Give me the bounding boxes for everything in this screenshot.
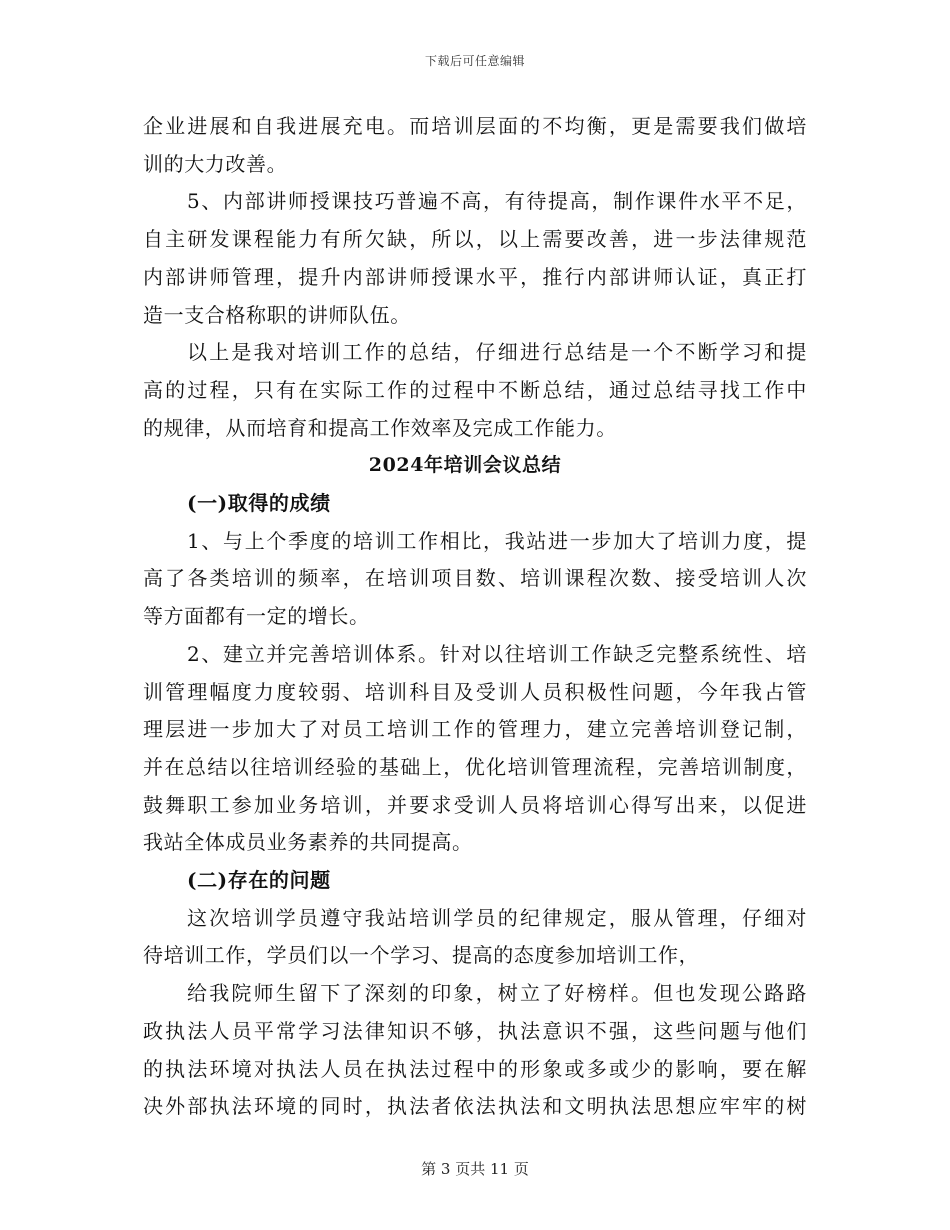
page-number-footer: 第 3 页共 11 页 <box>421 1160 529 1178</box>
body-line: 鼓舞职工参加业务培训，并要求受训人员将培训心得写出来，以促进 <box>143 792 807 817</box>
body-line: 等方面都有一定的增长。 <box>143 604 370 629</box>
body-line: 并在总结以往培训经验的基础上，优化培训管理流程，完善培训制度， <box>143 754 807 779</box>
subsection-heading: (一)取得的成绩 <box>187 491 331 516</box>
body-line: 理层进一步加大了对员工培训工作的管理力，建立完善培训登记制， <box>143 717 807 742</box>
body-line: 1、与上个季度的培训工作相比，我站进一步加大了培训力度，提 <box>187 528 807 553</box>
body-line: 企业进展和自我进展充电。而培训层面的不均衡，更是需要我们做培 <box>143 114 807 138</box>
body-line: 训的大力改善。 <box>143 151 288 176</box>
body-line: 内部讲师管理，提升内部讲师授课水平，推行内部讲师认证，真正打 <box>143 264 807 289</box>
body-line: 决外部执法环境的同时，执法者依法执法和文明执法思想应牢牢的树 <box>143 1094 807 1119</box>
body-line: 待培训工作，学员们以一个学习、提高的态度参加培训工作， <box>143 943 700 968</box>
body-line: 我站全体成员业务素养的共同提高。 <box>143 830 473 855</box>
body-line: 5、内部讲师授课技巧普遍不高，有待提高，制作课件水平不足， <box>187 189 807 214</box>
body-line: 高的过程，只有在实际工作的过程中不断总结，通过总结寻找工作中 <box>143 377 807 402</box>
body-line: 训管理幅度力度较弱、培训科目及受训人员积极性问题，今年我占管 <box>143 679 807 704</box>
body-line: 这次培训学员遵守我站培训学员的纪律规定，服从管理，仔细对 <box>187 905 807 930</box>
body-line: 自主研发课程能力有所欠缺，所以，以上需要改善，进一步法律规范 <box>143 227 807 252</box>
body-line: 给我院师生留下了深刻的印象，树立了好榜样。但也发现公路路 <box>187 981 807 1006</box>
subsection-heading: (二)存在的问题 <box>187 868 331 893</box>
body-line: 造一支合格称职的讲师队伍。 <box>143 302 411 327</box>
body-line: 的规律，从而培育和提高工作效率及完成工作能力。 <box>143 415 617 440</box>
body-line: 高了各类培训的频率，在培训项目数、培训课程次数、接受培训人次 <box>143 566 807 591</box>
document-body <box>143 108 807 1126</box>
body-line: 政执法人员平常学习法律知识不够，执法意识不强，这些问题与他们 <box>143 1018 807 1043</box>
body-line: 2、建立并完善培训体系。针对以往培训工作缺乏完整系统性、培 <box>187 641 807 666</box>
body-line: 以上是我对培训工作的总结，仔细进行总结是一个不断学习和提 <box>187 340 807 365</box>
body-line: 的执法环境对执法人员在执法过程中的形象或多或少的影响，要在解 <box>143 1056 807 1081</box>
header-note: 下载后可任意编辑 <box>424 54 525 68</box>
section-title: 2024年培训会议总结 <box>368 454 562 477</box>
